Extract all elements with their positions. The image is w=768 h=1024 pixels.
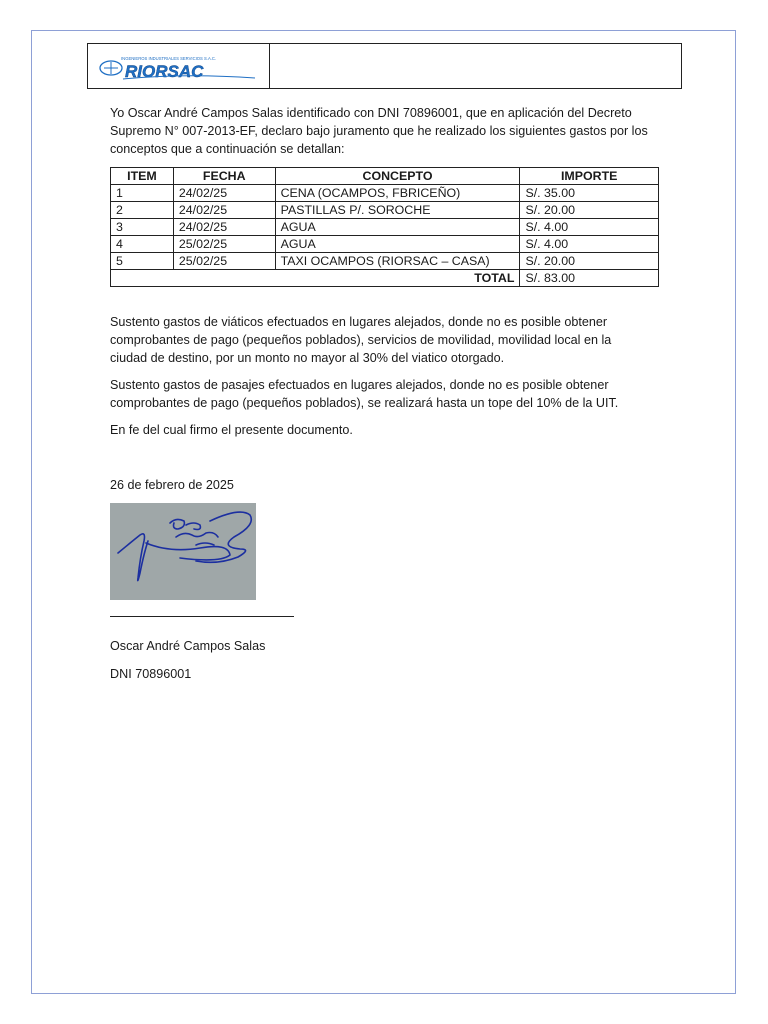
total-label: TOTAL xyxy=(111,270,520,287)
header-importe: IMPORTE xyxy=(520,168,659,185)
table-row xyxy=(111,185,659,202)
cell-item: 5 xyxy=(111,253,174,270)
total-value: S/. 83.00 xyxy=(520,270,659,287)
riorsac-logo xyxy=(95,51,263,81)
signer-name: Oscar André Campos Salas xyxy=(110,639,266,653)
cell-item: 3 xyxy=(111,219,174,236)
svg-text:INGENIEROS INDUSTRIALES SERVIC: INGENIEROS INDUSTRIALES SERVICIOS S.A.C. xyxy=(120,56,216,61)
cell-importe: S/. 20.00 xyxy=(520,253,659,270)
header-blank-cell xyxy=(270,44,681,88)
cell-fecha: 24/02/25 xyxy=(173,219,275,236)
table-row xyxy=(111,219,659,236)
cell-fecha: 25/02/25 xyxy=(173,253,275,270)
cell-importe: S/. 35.00 xyxy=(520,185,659,202)
cell-item: 4 xyxy=(111,236,174,253)
viaticos-paragraph: Sustento gastos de viáticos efectuados en lugares alejados, donde no es posible obtener comprobantes de pago (pequeños poblados), servicios de movilidad, movilidad local en la ciudad de destino, por un monto no mayor al 30% del viatico otorgado. xyxy=(110,315,612,365)
table-row xyxy=(111,236,659,253)
logo-cell xyxy=(88,44,270,88)
table-row xyxy=(111,253,659,270)
cell-importe: S/. 4.00 xyxy=(520,219,659,236)
cell-importe: S/. 20.00 xyxy=(520,202,659,219)
intro-paragraph: Yo Oscar André Campos Salas identificado con DNI 70896001, que en aplicación del Decreto Supremo N° 007-2013-EF, declaro bajo juramento que he realizado los siguientes gastos por los conceptos que a continuación se detallan: xyxy=(110,106,648,156)
header-fecha: FECHA xyxy=(173,168,275,185)
document-header xyxy=(87,43,682,89)
signer-dni: DNI 70896001 xyxy=(110,667,192,681)
cell-fecha: 24/02/25 xyxy=(173,185,275,202)
table-total-row xyxy=(111,270,659,287)
signature-image xyxy=(110,503,256,600)
table-header-row xyxy=(111,168,659,185)
closing-paragraph: En fe del cual firmo el presente documento. xyxy=(110,423,353,437)
expenses-table xyxy=(110,167,659,287)
cell-fecha: 25/02/25 xyxy=(173,236,275,253)
pasajes-paragraph: Sustento gastos de pasajes efectuados en lugares alejados, donde no es posible obtener comprobantes de pago (pequeños poblados), se realizará hasta un tope del 10% de la UIT. xyxy=(110,378,619,410)
table-row xyxy=(111,202,659,219)
cell-concepto: PASTILLAS P/. SOROCHE xyxy=(275,202,520,219)
cell-fecha: 24/02/25 xyxy=(173,202,275,219)
cell-concepto: AGUA xyxy=(275,219,520,236)
header-item: ITEM xyxy=(111,168,174,185)
cell-concepto: TAXI OCAMPOS (RIORSAC – CASA) xyxy=(275,253,520,270)
signature-scribble xyxy=(110,503,256,600)
cell-importe: S/. 4.00 xyxy=(520,236,659,253)
cell-concepto: CENA (OCAMPOS, FBRICEÑO) xyxy=(275,185,520,202)
svg-text:RIORSAC: RIORSAC xyxy=(124,62,203,81)
cell-item: 1 xyxy=(111,185,174,202)
cell-concepto: AGUA xyxy=(275,236,520,253)
header-concepto: CONCEPTO xyxy=(275,168,520,185)
cell-item: 2 xyxy=(111,202,174,219)
document-date: 26 de febrero de 2025 xyxy=(110,478,234,492)
signature-line xyxy=(110,616,294,617)
